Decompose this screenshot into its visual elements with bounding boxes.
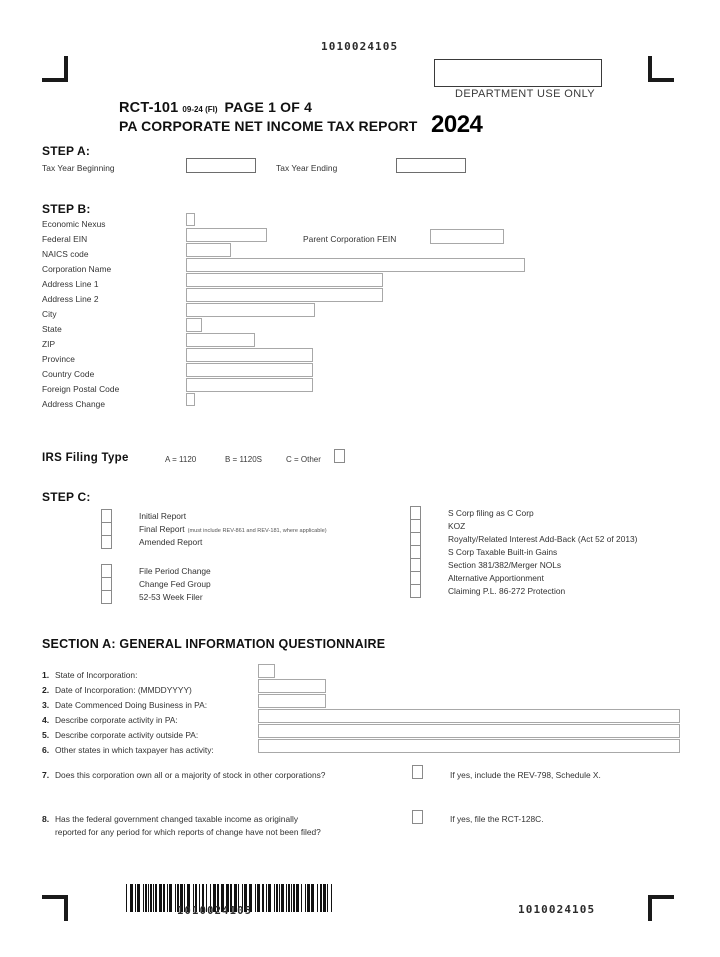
step-b-label-address-line-2: Address Line 2 [42,294,99,304]
registration-mark-bottom-left-icon [42,895,68,921]
step-c-label-koz: KOZ [448,521,466,531]
step-b-input-address-line-2[interactable] [186,288,383,302]
section-a-q7-label: Does this corporation own all or a majority of stock in other corporations? [55,770,326,780]
step-c-checkbox-initial-report[interactable] [101,509,112,523]
irs-filing-type-option-a: A = 1120 [165,455,197,464]
step-c-label-alternative-apportionment: Alternative Apportionment [448,573,544,583]
step-b-heading: STEP B: [42,202,91,216]
section-a-q5-number: 5. [42,730,50,740]
step-b-input-state[interactable] [186,318,202,332]
section-a-q8-number: 8. [42,814,50,824]
registration-mark-bottom-right-icon [648,895,674,921]
section-a-q1-input[interactable] [258,664,275,678]
step-b-input-city[interactable] [186,303,315,317]
step-b-input-naics-code[interactable] [186,243,231,257]
section-a-q5-label: Describe corporate activity outside PA: [55,730,199,740]
section-a-q3-label: Date Commenced Doing Business in PA: [55,700,208,710]
step-b-input-address-change[interactable] [186,393,195,406]
section-a-q2-label: Date of Incorporation: (MMDDYYYY) [55,685,192,695]
step-c-label-change-fed-group: Change Fed Group [139,579,211,589]
section-a-q3-input[interactable] [258,694,326,708]
step-c-checkbox-52-53-week-filer[interactable] [101,590,112,604]
tax-year-beginning-input[interactable] [186,158,256,173]
section-a-q2-input[interactable] [258,679,326,693]
section-a-q2-number: 2. [42,685,50,695]
irs-filing-type-option-b: B = 1120S [225,455,262,464]
section-a-q6-number: 6. [42,745,50,755]
section-a-q7-instruction: If yes, include the REV-798, Schedule X. [450,770,601,780]
irs-filing-type-input[interactable] [334,449,345,463]
step-b-input-country-code[interactable] [186,363,313,377]
step-c-checkbox-alternative-apportionment[interactable] [410,571,421,585]
tax-year-heading: 2024 [431,111,483,138]
step-b-label-economic-nexus: Economic Nexus [42,219,106,229]
section-a-q1-label: State of Incorporation: [55,670,138,680]
step-b-input-economic-nexus[interactable] [186,213,195,226]
step-b-label-federal-ein: Federal EIN [42,234,88,244]
step-c-checkbox-amended-report[interactable] [101,535,112,549]
section-a-q8-label-line1: Has the federal government changed taxable income as originally [55,814,299,824]
tax-year-ending-label: Tax Year Ending [276,163,338,173]
step-c-label-claiming-pl-86-272-protection: Claiming P.L. 86-272 Protection [448,586,566,596]
section-a-q4-label: Describe corporate activity in PA: [55,715,178,725]
section-a-q8-instruction: If yes, file the RCT-128C. [450,814,544,824]
form-title: PA CORPORATE NET INCOME TAX REPORT [119,118,418,134]
section-a-q1-number: 1. [42,670,50,680]
step-b-label-address-change: Address Change [42,399,106,409]
irs-filing-type-option-c: C = Other [286,455,321,464]
form-number-line [119,99,312,116]
step-b-label-foreign-postal-code: Foreign Postal Code [42,384,120,394]
step-c-checkbox-koz[interactable] [410,519,421,533]
step-b-label-naics-code: NAICS code [42,249,89,259]
section-a-q6-label: Other states in which taxpayer has activity: [55,745,214,755]
department-use-only-label: DEPARTMENT USE ONLY [455,88,596,100]
step-b-label-zip: ZIP [42,339,56,349]
step-c-checkbox-file-period-change[interactable] [101,564,112,578]
step-c-label-final-report [139,524,327,534]
section-a-heading: SECTION A: GENERAL INFORMATION QUESTIONNAIRE [42,637,386,651]
section-a-q4-number: 4. [42,715,50,725]
section-a-q8-checkbox[interactable] [412,810,423,824]
page-indicator: PAGE 1 OF 4 [224,99,313,115]
registration-mark-top-left-icon [42,56,68,82]
step-c-checkbox-royalty-related-interest-add-back[interactable] [410,532,421,546]
step-b-input-federal-ein[interactable] [186,228,267,242]
step-c-label-royalty-related-interest-add-back: Royalty/Related Interest Add-Back (Act 52 of 2013) [448,534,638,544]
step-b-label-address-line-1: Address Line 1 [42,279,99,289]
step-c-checkbox-s-corp-filing-as-c-corp[interactable] [410,506,421,520]
step-c-note-final-report: (must include REV-861 and REV-181, where applicable) [187,528,327,534]
form-revision: 09-24 (FI) [182,105,218,114]
parent-corporation-fein-input[interactable] [430,229,504,244]
step-b-label-state: State [42,324,62,334]
step-b-label-country-code: Country Code [42,369,95,379]
step-c-label-52-53-week-filer: 52-53 Week Filer [139,592,203,602]
step-c-label-amended-report: Amended Report [139,537,203,547]
scanline-code-top: 1010024105 [321,40,399,53]
section-a-q7-number: 7. [42,770,50,780]
step-c-checkbox-final-report[interactable] [101,522,112,536]
step-b-input-province[interactable] [186,348,313,362]
registration-mark-top-right-icon [648,56,674,82]
section-a-q7-checkbox[interactable] [412,765,423,779]
parent-corporation-fein-label: Parent Corporation FEIN [303,234,397,244]
section-a-q3-number: 3. [42,700,50,710]
irs-filing-type-label: IRS Filing Type [42,452,129,464]
step-c-label-final-report-text: Final Report [139,524,185,534]
step-c-checkbox-s-corp-taxable-built-in-gains[interactable] [410,545,421,559]
step-b-input-zip[interactable] [186,333,255,347]
step-c-label-section-381-382-merger-nols: Section 381/382/Merger NOLs [448,560,562,570]
step-c-checkbox-claiming-pl-86-272-protection[interactable] [410,584,421,598]
step-c-checkbox-section-381-382-merger-nols[interactable] [410,558,421,572]
step-c-checkbox-change-fed-group[interactable] [101,577,112,591]
section-a-q8-label-line2: reported for any period for which reports of change have not been filed? [55,827,321,837]
step-c-heading: STEP C: [42,490,91,504]
section-a-q4-input[interactable] [258,709,680,723]
step-b-input-address-line-1[interactable] [186,273,383,287]
step-b-label-corporation-name: Corporation Name [42,264,112,274]
step-c-label-s-corp-taxable-built-in-gains: S Corp Taxable Built-in Gains [448,547,558,557]
step-c-label-initial-report: Initial Report [139,511,187,521]
barcode-number: 1010024105 [177,905,253,917]
section-a-q5-input[interactable] [258,724,680,738]
step-a-heading: STEP A: [42,144,91,158]
tax-year-ending-input[interactable] [396,158,466,173]
scanline-code-bottom: 1010024105 [518,903,596,916]
step-b-input-corporation-name[interactable] [186,258,525,272]
department-use-only-box[interactable] [434,59,602,87]
step-c-label-s-corp-filing-as-c-corp: S Corp filing as C Corp [448,508,534,518]
step-c-label-file-period-change: File Period Change [139,566,211,576]
step-b-label-province: Province [42,354,75,364]
form-number: RCT-101 [119,100,179,116]
section-a-q6-input[interactable] [258,739,680,753]
tax-year-beginning-label: Tax Year Beginning [42,163,115,173]
step-b-label-city: City [42,309,57,319]
step-b-input-foreign-postal-code[interactable] [186,378,313,392]
